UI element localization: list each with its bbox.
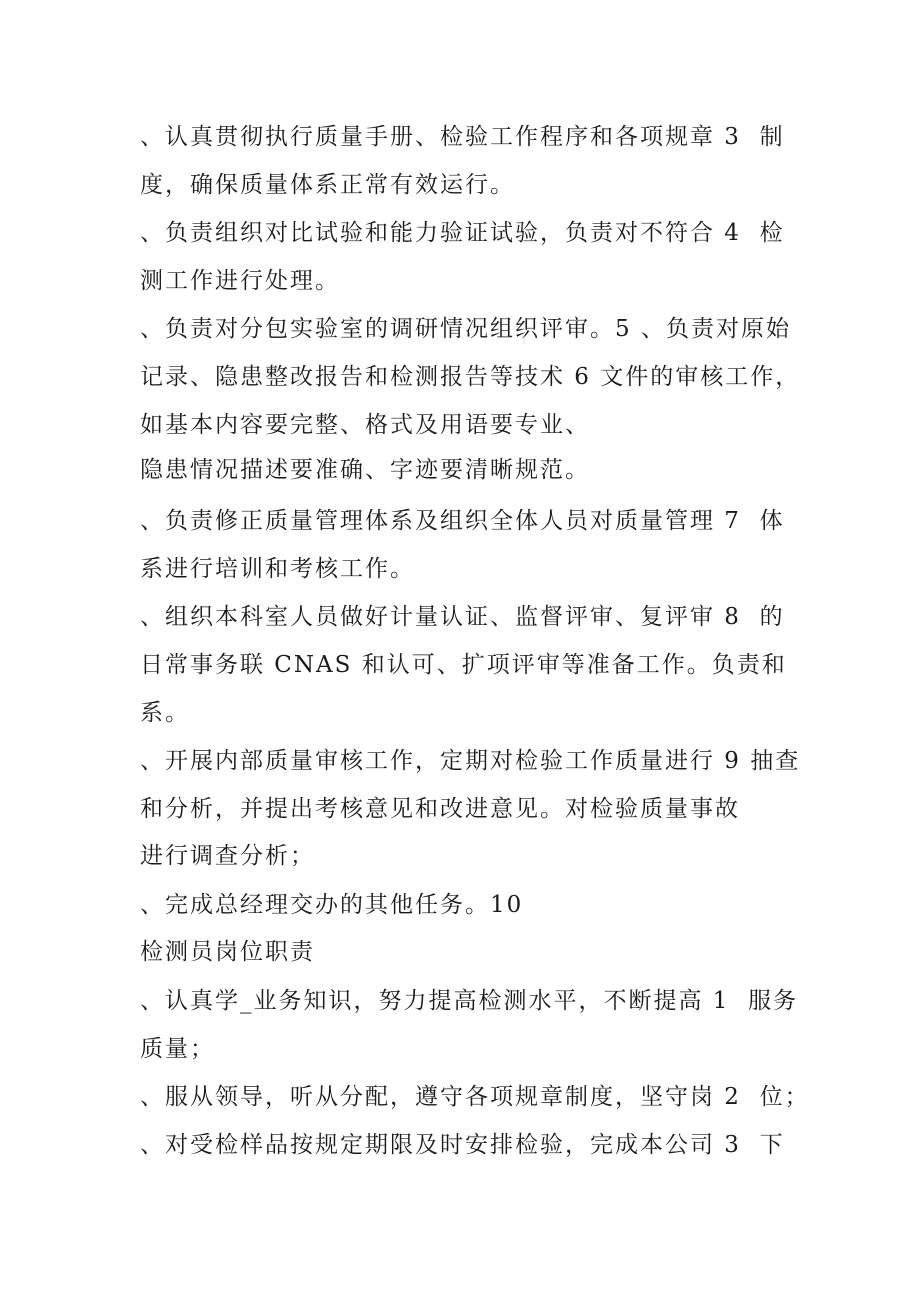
text-line: 记录、隐患整改报告和检测报告等技术 6 文件的审核工作， xyxy=(140,364,801,390)
text-line: 、认真学_业务知识，努力提高检测水平，不断提高 1 服务 xyxy=(140,988,799,1014)
text-line: 、完成总经理交办的其他任务。10 xyxy=(140,892,524,918)
text-line: 测工作进行处理。 xyxy=(140,268,340,294)
text-line: 、负责修正质量管理体系及组织全体人员对质量管理 7 体 xyxy=(140,508,785,534)
text-line: 系。 xyxy=(140,700,190,726)
text-line: 进行调查分析； xyxy=(140,843,315,869)
text-line: 、负责对分包实验室的调研情况组织评审。5 、负责对原始 xyxy=(140,316,791,342)
text-line: 如基本内容要完整、格式及用语要专业、 xyxy=(140,412,590,438)
text-line: 隐患情况描述要准确、字迹要清晰规范。 xyxy=(140,457,590,483)
text-line: 日常事务联 CNAS 和认可、扩项评审等准备工作。负责和 xyxy=(140,652,787,678)
text-line: 、认真贯彻执行质量手册、检验工作程序和各项规章 3 制 xyxy=(140,124,785,150)
text-line: 质量； xyxy=(140,1036,215,1062)
section-heading: 检测员岗位职责 xyxy=(140,939,315,965)
text-line: 、开展内部质量审核工作，定期对检验工作质量进行 9 抽查 xyxy=(140,748,801,774)
text-line: 、服从领导，听从分配，遵守各项规章制度，坚守岗 2 位； xyxy=(140,1084,810,1110)
text-line: 系进行培训和考核工作。 xyxy=(140,556,415,582)
text-line: 和分析，并提出考核意见和改进意见。对检验质量事故 xyxy=(140,796,740,822)
text-line: 、对受检样品按规定期限及时安排检验，完成本公司 3 下 xyxy=(140,1132,785,1158)
text-line: 、负责组织对比试验和能力验证试验，负责对不符合 4 检 xyxy=(140,220,785,246)
text-line: 、组织本科室人员做好计量认证、监督评审、复评审 8 的 xyxy=(140,604,785,630)
text-line: 度，确保质量体系正常有效运行。 xyxy=(140,172,515,198)
